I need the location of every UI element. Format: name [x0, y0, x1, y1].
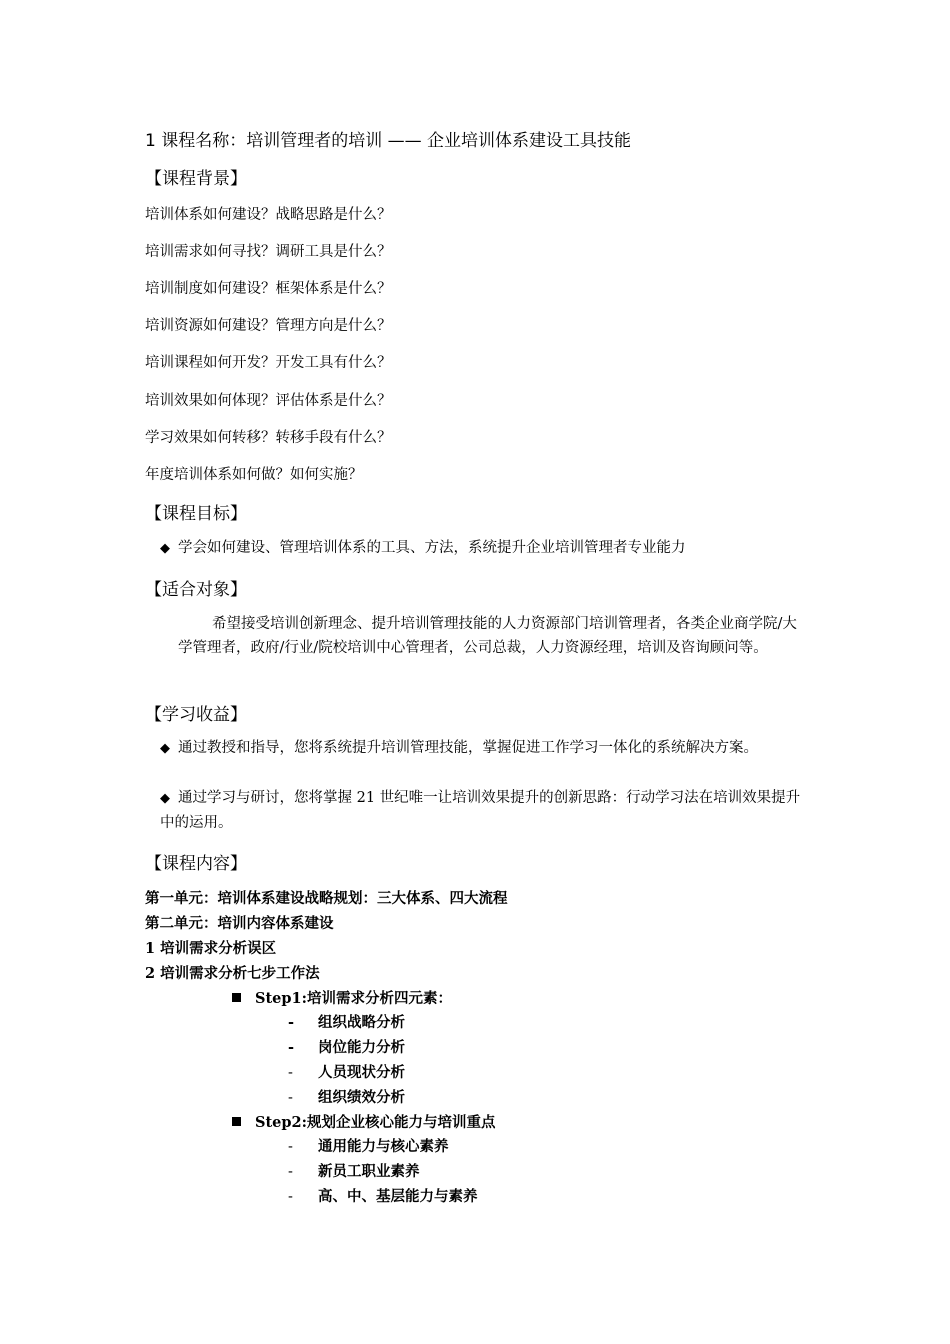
step-item: [232, 987, 452, 1008]
dash-bullet: -: [288, 1014, 295, 1031]
step-sub-text: 新员工职业素养: [318, 1163, 420, 1180]
step-sub-text: 组织绩效分析: [318, 1089, 405, 1106]
audience-heading: 【适合对象】: [145, 580, 247, 600]
dash-bullet: -: [288, 1189, 293, 1205]
step-sub-text: 岗位能力分析: [318, 1039, 405, 1056]
background-question: 培训课程如何开发？开发工具有什么？: [145, 355, 392, 371]
benefit-text: 通过学习与研讨，您将掌握 21 世纪唯一让培训效果提升的创新思路：行动学习法在培训效果提升中的运用。: [160, 790, 801, 831]
step-sub-item: [288, 1185, 478, 1206]
course-title: 1 课程名称：培训管理者的培训 —— 企业培训体系建设工具技能: [145, 131, 632, 151]
dash-bullet: -: [288, 1065, 293, 1081]
step-sub-item: [288, 1061, 405, 1082]
step-sub-text: 组织战略分析: [318, 1014, 405, 1031]
diamond-bullet-icon: ◆: [160, 541, 170, 556]
dash-bullet: -: [288, 1139, 293, 1155]
background-question: 培训资源如何建设？管理方向是什么？: [145, 318, 392, 334]
diamond-bullet-icon: ◆: [160, 741, 170, 756]
background-question: 培训效果如何体现？评估体系是什么？: [145, 393, 392, 409]
content-line: 第一单元：培训体系建设战略规划：三大体系、四大流程: [145, 890, 508, 907]
objective-text: 学会如何建设、管理培训体系的工具、方法，系统提升企业培训管理者专业能力: [178, 540, 686, 556]
background-question: 培训制度如何建设？框架体系是什么？: [145, 281, 392, 297]
background-question: 年度培训体系如何做？如何实施？: [145, 467, 363, 483]
benefits-heading: 【学习收益】: [145, 705, 247, 725]
step-sub-item: [288, 1160, 420, 1181]
step-sub-item: [288, 1036, 405, 1057]
dash-bullet: -: [288, 1164, 293, 1180]
benefit-item: [160, 786, 810, 835]
step-sub-item: [288, 1011, 405, 1032]
step-sub-item: [288, 1086, 405, 1107]
benefit-text: 通过教授和指导，您将系统提升培训管理技能，掌握促进工作学习一体化的系统解决方案。: [178, 740, 758, 756]
audience-paragraph: [178, 612, 808, 660]
content-heading: 【课程内容】: [145, 854, 247, 874]
background-question: 培训体系如何建设？战略思路是什么？: [145, 207, 392, 223]
step-sub-item: [288, 1135, 449, 1156]
benefit-item: [160, 736, 810, 761]
background-question: 学习效果如何转移？转移手段有什么？: [145, 430, 392, 446]
dash-bullet: -: [288, 1039, 295, 1056]
square-bullet-icon: [232, 1117, 241, 1126]
audience-text: 希望接受培训创新理念、提升培训管理技能的人力资源部门培训管理者，各类企业商学院/大学管理者，政府/行业/院校培训中心管理者，公司总裁，人力资源经理，培训及咨询顾问等。: [178, 616, 797, 656]
objective-item: [160, 536, 810, 561]
background-heading: 【课程背景】: [145, 169, 247, 189]
content-line: 2 培训需求分析七步工作法: [145, 965, 320, 982]
diamond-bullet-icon: ◆: [160, 791, 170, 806]
step-item: [232, 1111, 495, 1132]
background-question: 培训需求如何寻找？调研工具是什么？: [145, 244, 392, 260]
objective-heading: 【课程目标】: [145, 504, 247, 524]
dash-bullet: -: [288, 1090, 293, 1106]
step-sub-text: 人员现状分析: [318, 1064, 405, 1081]
content-line: 1 培训需求分析误区: [145, 940, 277, 957]
step-label: Step1:培训需求分析四元素：: [255, 990, 452, 1007]
step-label: Step2:规划企业核心能力与培训重点: [255, 1114, 496, 1131]
content-line: 第二单元：培训内容体系建设: [145, 915, 334, 932]
step-sub-text: 通用能力与核心素养: [318, 1138, 449, 1155]
square-bullet-icon: [232, 993, 241, 1002]
step-sub-text: 高、中、基层能力与素养: [318, 1188, 478, 1205]
